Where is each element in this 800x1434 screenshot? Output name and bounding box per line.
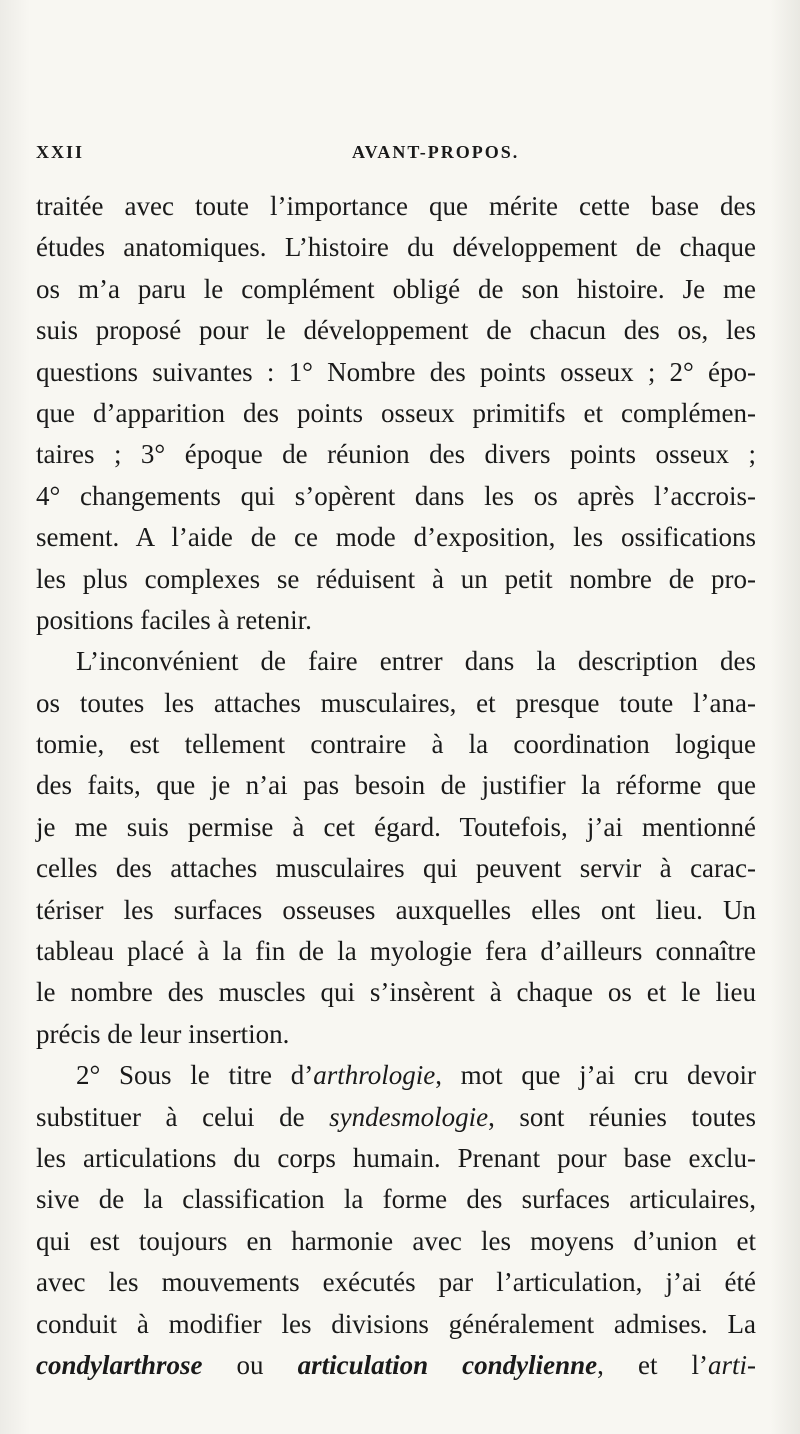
text-line: études anatomiques. L’histoire du développement de chaque xyxy=(36,232,756,263)
text-line-mixed xyxy=(36,1097,756,1138)
text-line: des faits, que je n’ai pas besoin de justifier la réforme que xyxy=(36,770,756,801)
text-line: sive de la classification la forme des surfaces articulaires, xyxy=(36,1184,756,1215)
text-line: tériser les surfaces osseuses auxquelles elles ont lieu. Un xyxy=(36,894,756,925)
text-line: suis proposé pour le développement de chacun des os, les xyxy=(36,315,756,346)
text-line: traitée avec toute l’importance que mérite cette base des xyxy=(36,191,756,221)
text-line: tomie, est tellement contraire à la coordination logique xyxy=(36,729,756,760)
text-line: les articulations du corps humain. Prenant pour base exclu- xyxy=(36,1142,756,1173)
text-line: questions suivantes : 1° Nombre des points osseux ; 2° épo- xyxy=(36,356,756,387)
text-line: le nombre des muscles qui s’insèrent à chaque os et le lieu xyxy=(36,977,756,1008)
text-line: positions faciles à retenir. xyxy=(36,604,312,635)
text-line: avec les mouvements exécutés par l’articulation, j’ai été xyxy=(36,1267,756,1298)
text-line: celles des attaches musculaires qui peuvent servir à carac- xyxy=(36,853,756,884)
italic-term-arti: arti- xyxy=(707,1349,756,1380)
page-header xyxy=(36,142,760,172)
text-line-mixed xyxy=(36,1055,756,1096)
body-text xyxy=(36,186,756,1386)
text-line: que d’apparition des points osseux primitifs et complémen- xyxy=(36,397,756,428)
text-run: substituer à celui de xyxy=(36,1101,330,1132)
text-line: os m’a paru le complément obligé de son histoire. Je me xyxy=(36,273,756,304)
text-run: , et l’ xyxy=(597,1349,708,1380)
text-line: 4° changements qui s’opèrent dans les os après l’accrois- xyxy=(36,480,756,511)
text-line: sement. A l’aide de ce mode d’exposition, les ossifications xyxy=(36,522,756,553)
page-number: XXII xyxy=(36,142,85,162)
text-run: , mot que j’ai cru devoir xyxy=(435,1060,756,1091)
text-line: conduit à modifier les divisions généralement admises. La xyxy=(36,1308,756,1339)
text-line: précis de leur insertion. xyxy=(36,1018,290,1049)
italic-term-condylarthrose: condylarthrose xyxy=(36,1349,203,1380)
italic-term-arthrologie: arthrologie xyxy=(313,1060,436,1091)
text-line-mixed xyxy=(36,1345,756,1386)
text-line: je me suis permise à cet égard. Toutefois, j’ai mentionné xyxy=(36,811,756,842)
text-run: ou xyxy=(202,1349,298,1380)
text-line: L’inconvénient de faire entrer dans la description des xyxy=(76,646,756,677)
text-line: les plus complexes se réduisent à un petit nombre de pro- xyxy=(36,563,756,594)
text-run: , sont réunies toutes xyxy=(488,1101,756,1132)
text-line: taires ; 3° époque de réunion des divers points osseux ; xyxy=(36,439,756,470)
text-line: os toutes les attaches musculaires, et presque toute l’ana- xyxy=(36,687,756,718)
italic-term-articulation-condylienne: articulation condylienne xyxy=(297,1349,598,1380)
text-line: qui est toujours en harmonie avec les moyens d’union et xyxy=(36,1225,756,1256)
italic-term-syndesmologie: syndesmologie xyxy=(329,1101,489,1132)
text-run: 2° Sous le titre d’ xyxy=(76,1060,314,1091)
running-title: AVANT-PROPOS. xyxy=(352,142,520,162)
text-line: tableau placé à la fin de la myologie fera d’ailleurs connaître xyxy=(36,936,756,967)
